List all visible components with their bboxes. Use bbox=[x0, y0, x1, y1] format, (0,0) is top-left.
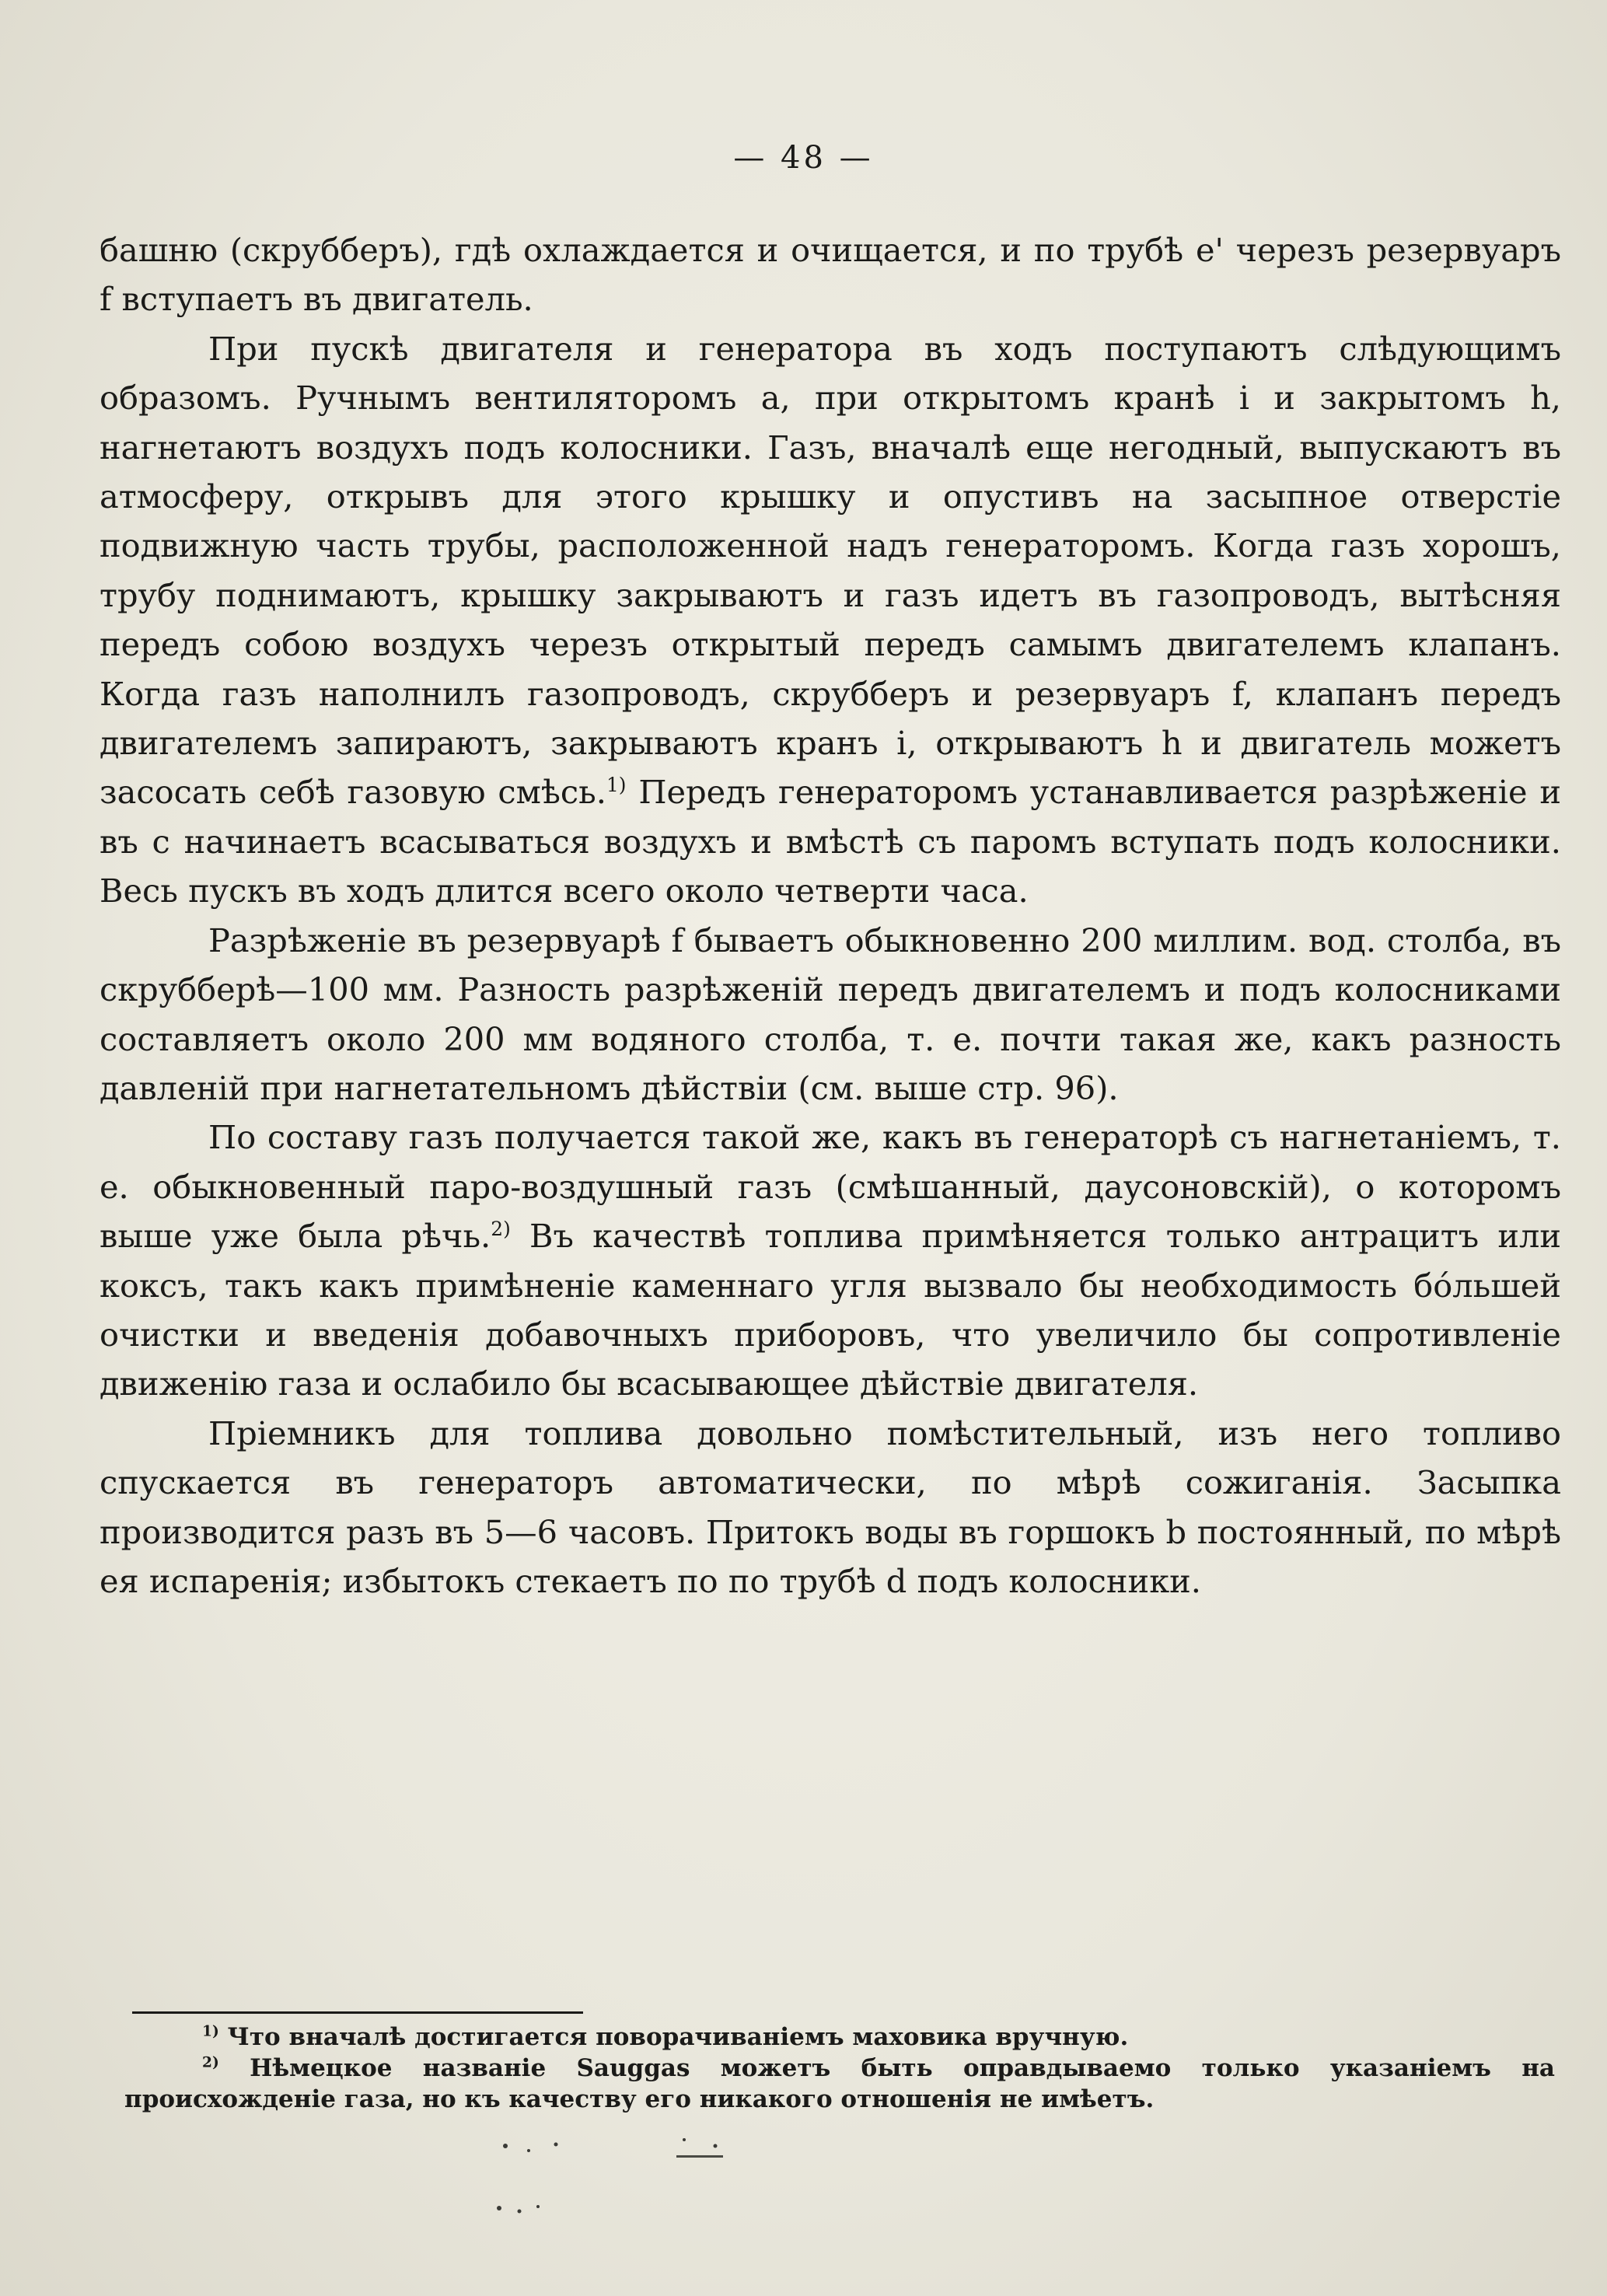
paragraph-4 bbox=[100, 1113, 1561, 1408]
scan-specks bbox=[482, 2123, 871, 2231]
paragraph-2-text: При пускѣ двигателя и генератора въ ходъ поступаютъ слѣдующимъ образомъ. Ручнымъ вентиляторомъ а, при открытомъ кранѣ i и закрытомъ h, нагнетаютъ воздухъ подъ колосники. Газъ, вначалѣ еще негодный, выпускаютъ въ атмосферу, открывъ для этого крышку и опустивъ на засыпное отверстіе подвижную часть трубы, расположенной надъ генераторомъ. Когда газъ хорошъ, трубу поднимаютъ, крышку закрываютъ и газъ идетъ въ газопроводъ, вытѣсняя передъ собою воздухъ черезъ открытый передъ самымъ двигателемъ клапанъ. Когда газъ наполнилъ газопроводъ, скрубберъ и резервуаръ f, клапанъ передъ двигателемъ запираютъ, закрываютъ кранъ i, открываютъ h и двигатель можетъ засосать себѣ газовую смѣсь. bbox=[100, 329, 1561, 812]
footnote-divider bbox=[132, 2011, 583, 2014]
paragraph-3-text: Разрѣженіе въ резервуарѣ f бываетъ обыкновенно 200 миллим. вод. столба, въ скрубберѣ—100 мм. Разность разрѣженій передъ двигателемъ и подъ колосниками составляетъ около 200 мм водяного столба, т. е. почти такая же, какъ разность давленій при нагнетательномъ дѣйствіи (см. выше стр. 96). bbox=[100, 921, 1561, 1107]
footnote-1 bbox=[124, 2022, 1555, 2053]
paragraph-4-text-after: Въ качествѣ топлива примѣняется только антрацитъ или коксъ, такъ какъ примѣненіе каменнаго угля вызвало бы необходимость бо́льшей очистки и введенія добавочныхъ приборовъ, что увеличило бы сопротивленіе движенію газа и ослабило бы всасывающее дѣйствіе двигателя. bbox=[100, 1217, 1561, 1403]
footnote-2-text: Нѣмецкое названіе Sauggas можетъ быть оправдываемо только указаніемъ на происхожденіе газа, но къ качеству его никакого отношенія не имѣетъ. bbox=[124, 2054, 1555, 2113]
paragraph-1 bbox=[100, 225, 1561, 324]
paragraph-2-text-after: Передъ генераторомъ устанавливается разрѣженіе и въ c начинаетъ всасываться воздухъ и вмѣстѣ съ паромъ вступать подъ колосники. Весь пускъ въ ходъ длится всего около четверти часа. bbox=[100, 773, 1562, 910]
footnote-1-text: Что вначалѣ достигается поворачиваніемъ маховика вручную. bbox=[218, 2023, 1129, 2051]
paragraph-5 bbox=[100, 1409, 1561, 1606]
footnote-2-marker: 2) bbox=[202, 2054, 219, 2071]
footnote-marker-2: 2) bbox=[491, 1218, 511, 1241]
paragraph-2 bbox=[100, 324, 1561, 916]
body-text bbox=[100, 225, 1561, 1606]
page-number: — 48 — bbox=[733, 140, 874, 176]
paragraph-5-text: Пріемникъ для топлива довольно помѣстительный, изъ него топливо спускается въ генераторъ автоматически, по мѣрѣ сожиганія. Засыпка производится разъ въ 5—6 часовъ. Притокъ воды въ горшокъ b постоянный, по мѣрѣ ея испаренія; избытокъ стекаетъ по по трубѣ d подъ колосники. bbox=[100, 1414, 1561, 1600]
footnote-marker-1: 1) bbox=[606, 774, 627, 797]
paragraph-1-text: башню (скрубберъ), гдѣ охлаждается и очищается, и по трубѣ e' черезъ резервуаръ f вступаетъ въ двигатель. bbox=[100, 231, 1561, 319]
footnote-2 bbox=[124, 2053, 1555, 2115]
paragraph-3 bbox=[100, 916, 1561, 1113]
footnote-1-marker: 1) bbox=[202, 2023, 219, 2040]
footnotes bbox=[124, 2022, 1555, 2115]
paragraph-4-text: По составу газъ получается такой же, какъ въ генераторѣ съ нагнетаніемъ, т. е. обыкновенный паро-воздушный газъ (смѣшанный, даусоновскій), о которомъ выше уже была рѣчь. bbox=[100, 1118, 1561, 1256]
